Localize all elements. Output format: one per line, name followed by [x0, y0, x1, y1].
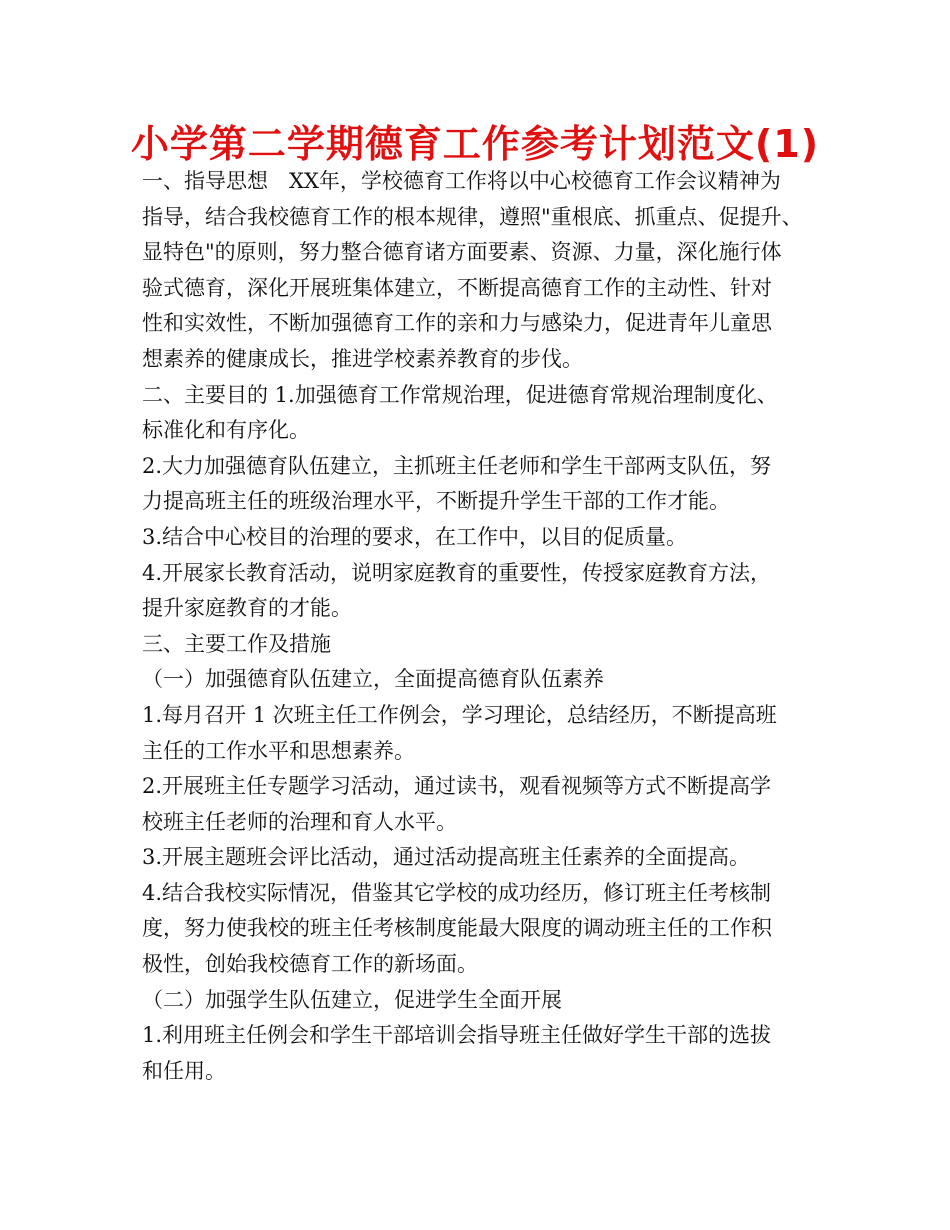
text-line: 1.每月召开 1 次班主任工作例会，学习理论，总结经历，不断提高班	[142, 702, 777, 727]
document-body	[142, 164, 822, 1089]
text-line: 3.结合中心校目的治理的要求，在工作中，以目的促质量。	[142, 524, 688, 549]
text-line: （一）加强德育队伍建立，全面提高德育队伍素养	[142, 667, 604, 692]
text-line: 提升家庭教育的才能。	[142, 596, 352, 621]
text-line: 3.开展主题班会评比活动，通过活动提高班主任素养的全面提高。	[142, 845, 751, 870]
text-line: 三、主要工作及措施	[142, 631, 331, 656]
text-line: 4.结合我校实际情况，借鉴其它学校的成功经历，修订班主任考核制	[142, 880, 772, 905]
text-line: 1.利用班主任例会和学生干部培训会指导班主任做好学生干部的选拔	[142, 1023, 772, 1048]
text-line: 二、主要目的 1.加强德育工作常规治理，促进德育常规治理制度化、	[142, 382, 778, 407]
text-line: 显特色"的原则，努力整合德育诸方面要素、资源、力量，深化施行体	[142, 240, 782, 265]
text-line: 2.大力加强德育队伍建立，主抓班主任老师和学生干部两支队伍，努	[142, 453, 772, 478]
text-line: 性和实效性，不断加强德育工作的亲和力与感染力，促进青年儿童思	[142, 311, 772, 336]
text-line: 标准化和有序化。	[142, 418, 310, 443]
text-line: 验式德育，深化开展班集体建立，不断提高德育工作的主动性、针对	[142, 275, 772, 300]
text-line: 和任用。	[142, 1058, 226, 1083]
text-line: （二）加强学生队伍建立，促进学生全面开展	[142, 987, 562, 1012]
text-line: 一、指导思想 XX年，学校德育工作将以中心校德育工作会议精神为	[142, 169, 781, 193]
text-line: 想素养的健康成长，推进学校素养教育的步伐。	[142, 346, 583, 371]
text-line: 4.开展家长教育活动，说明家庭教育的重要性，传授家庭教育方法，	[142, 560, 772, 585]
text-line: 指导，结合我校德育工作的根本规律，遵照"重根底、抓重点、促提升、	[142, 204, 803, 229]
text-line: 极性，创始我校德育工作的新场面。	[142, 952, 478, 977]
text-line: 2.开展班主任专题学习活动，通过读书，观看视频等方式不断提高学	[142, 774, 772, 799]
document-title: 小学第二学期德育工作参考计划范文(1)	[130, 122, 820, 166]
text-line: 校班主任老师的治理和育人水平。	[142, 809, 457, 834]
text-line: 主任的工作水平和思想素养。	[142, 738, 415, 763]
text-line: 力提高班主任的班级治理水平，不断提升学生干部的工作才能。	[142, 489, 730, 514]
text-line: 度，努力使我校的班主任考核制度能最大限度的调动班主任的工作积	[142, 916, 772, 941]
